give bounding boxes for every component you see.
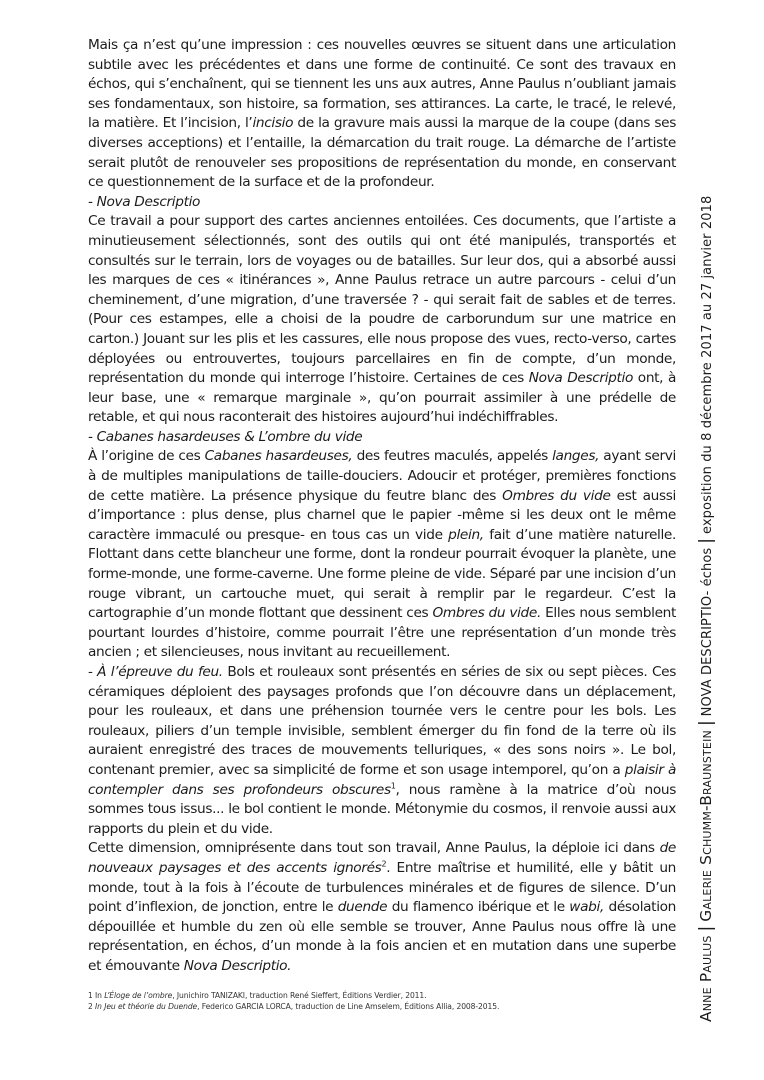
cabanes-emphasis-2: langes,: [552, 448, 600, 465]
cabanes-text-2: des feutres maculés, appelés: [352, 448, 553, 465]
nova-heading-text: - Nova Descriptio: [88, 193, 201, 210]
feu-emphasis-2: plaisir à contempler dans ses profondeurs obscures: [88, 761, 676, 798]
closing-text-4: désolation dépouillée et humble du zen où elle semble se trouver, Anne Paulus nous offre là une représentation, en échos, d’un monde à la fois ancien et en mutation dans une superbe et émouvante: [88, 899, 676, 974]
cabanes-text-1: À l’origine de ces: [88, 448, 205, 465]
closing-emphasis-4: Nova Descriptio.: [183, 957, 292, 974]
footnote-1-source: , Junichiro TANIZAKI, traduction René Sieffert, Éditions Verdier, 2011.: [172, 991, 427, 1000]
closing-text-3: du flamenco ibérique et le: [387, 899, 570, 916]
footnote-ref-1[interactable]: 1: [390, 781, 396, 790]
cabanes-text-6: Elles nous semblent pourtant lourdes d’histoire, comme pourrait l’être une représentation d’un monde très ancien ; et silencieuses, nous invitant au recueillement.: [88, 605, 676, 661]
nova-emphasis: Nova Descriptio: [528, 370, 633, 387]
cabanes-emphasis-1: Cabanes hasardeuses,: [204, 448, 353, 465]
header-separator-2: |: [696, 720, 716, 727]
intro-paragraph: [88, 36, 676, 193]
closing-text-2: . Entre maîtrise et humilité, elle y bâtit un monde, tout à la fois à l’écoute de turbulences minérales et de figures de silence. D’un point d’inflexion, de jonction, entre le: [88, 859, 676, 916]
cabanes-heading: [88, 428, 676, 448]
nova-text-2: ont, à leur base, une « remarque marginale », qu’on pourrait assimiler à une prédelle de retable, et qui nous raconterait des histoires aujourd’hui indéchiffrables.: [88, 370, 676, 426]
intro-text-2: de la gravure mais aussi la marque de la coupe (dans ses diverses acceptions) et l’entaille, la démarcation du trait rouge. La démarche de l’artiste serait plutôt de renouveler ses propositions de représentation du monde, en conservant ce questionnement de la surface et de la profondeur.: [88, 115, 676, 191]
feu-text-2: Bols et rouleaux sont présentés en séries de six ou sept pièces. Ces céramiques déploient des paysages profonds que l’on découvre dans un déplacement, pour les rouleaux, et dans une préhension tournée vers le centre pour les bols. Les rouleaux, piliers d’un temple invisible, semblent émerger du fin fond de la terre où ils auraient enregistré des traces de mouvements telluriques, « des sons noirs ». Le bol, contenant premier, avec sa simplicité de forme et son usage intemporel, qu’on a: [88, 664, 676, 778]
footnote-2: [88, 1001, 676, 1012]
feu-emphasis-1: À l’épreuve du feu.: [97, 664, 223, 680]
footnote-2-number: 2: [88, 1002, 96, 1011]
nova-heading: [88, 193, 676, 213]
header-show-title: NOVA DESCRIPTIO- échos: [700, 547, 715, 717]
closing-emphasis-1: de nouveaux paysages et des accents ignorés: [88, 840, 676, 876]
footnote-ref-2[interactable]: 2: [381, 859, 387, 869]
intro-emphasis: incisio: [252, 115, 294, 132]
footnote-2-source: , Federico GARCIA LORCA, traduction de Line Amselem, Éditions Allia, 2008-2015.: [197, 1002, 500, 1011]
closing-text-1: Cette dimension, omniprésente dans tout son travail, Anne Paulus, la déploie ici dans: [88, 840, 660, 857]
closing-paragraph: [88, 839, 676, 976]
closing-emphasis-3: wabi,: [569, 899, 604, 916]
footnote-1-title: L’Éloge de l’ombre: [104, 991, 173, 1000]
header-artist: Anne Paulus: [697, 935, 715, 1022]
footnote-1-number: 1 In: [88, 991, 105, 1000]
cabanes-text-5: fait d’une matière naturelle. Flottant dans cette blancheur une forme, dont la rondeur pourrait évoquer la planète, une forme-monde, une forme-caverne. Une forme pleine de vide. Séparé par une incision d’un rouge vibrant, un cartouche muet, qui serait à remplir par le regardeur. C’est la cartographie d’un monde flottant que dessinent ces: [88, 526, 677, 622]
closing-emphasis-2: duende: [337, 899, 388, 916]
article-body: [88, 36, 676, 977]
footnotes: [88, 990, 676, 1012]
cabanes-text-3: ayant servi à de multiples manipulations de taille-douciers. Adoucir et protéger, premières fonctions de cette matière. La présence physique du feutre blanc des: [88, 448, 676, 504]
cabanes-emphasis-4: plein,: [448, 526, 484, 543]
cabanes-paragraph: [88, 447, 676, 663]
nova-text-1: Ce travail a pour support des cartes anciennes entoilées. Ces documents, que l’artiste a minutieusement sélectionnés, sont des outils qui ont été manipulés, transportés et consultés sur le terrain, lors de voyages ou de batailles. Sur leur dos, qui a absorbé aussi les marques de ces « itinérances », Anne Paulus retrace un autre parcours - celui d’un cheminement, d’une migration, d’une traversée ? - qui serait fait de sables et de terres. (Pour ces estampes, elle a choisi de la poudre de carborundum sur une matrice en carton.) Jouant sur les plis et les cassures, elle nous propose des vues, recto-verso, cartes déployées ou entrouvertes, toujours parcellaires en fin de compte, d’un monde, représentation du monde qui interroge l’histoire. Certaines de ces: [88, 213, 676, 387]
cabanes-heading-text: - Cabanes hasardeuses & L’ombre du vide: [88, 428, 363, 445]
feu-paragraph: [88, 663, 676, 839]
cabanes-emphasis-5: Ombres du vide.: [432, 605, 541, 622]
header-dates: exposition du 8 décembre 2017 au 27 janvier 2018: [700, 195, 715, 534]
footnote-2-title: In Jeu et théorie du Duende: [95, 1002, 198, 1011]
vertical-running-header: [696, 196, 716, 1022]
feu-dash: -: [88, 664, 98, 680]
footnote-1: [88, 990, 676, 1001]
nova-paragraph: [88, 212, 676, 428]
intro-text-1: Mais ça n’est qu’une impression : ces nouvelles œuvres se situent dans une articulation subtile avec les précédentes et dans une forme de continuité. Ce sont des travaux en échos, qui s’enchaînent, qui se tiennent les uns aux autres, Anne Paulus n’oubliant jamais ses fondamentaux, son histoire, sa formation, ses attirances. La carte, le tracé, le relevé, la matière. Et l’incision, l’: [88, 37, 676, 132]
header-separator-3: |: [696, 537, 716, 544]
header-gallery: Galerie Schumm-Braunstein: [697, 730, 715, 922]
cabanes-emphasis-3: Ombres du vide: [502, 487, 611, 504]
feu-text-3: , nous ramène à la matrice d’où nous sommes tous issus... le bol contient le monde. Métonymie du cosmos, il renvoie aussi aux rapports du plein et du vide.: [88, 781, 676, 837]
header-separator-1: |: [696, 925, 716, 932]
cabanes-text-4: est aussi d’importance : plus dense, plus charnel que le papier -même si les deux ont le même caractère immaculé ou presque- en tous cas un vide: [88, 487, 677, 543]
